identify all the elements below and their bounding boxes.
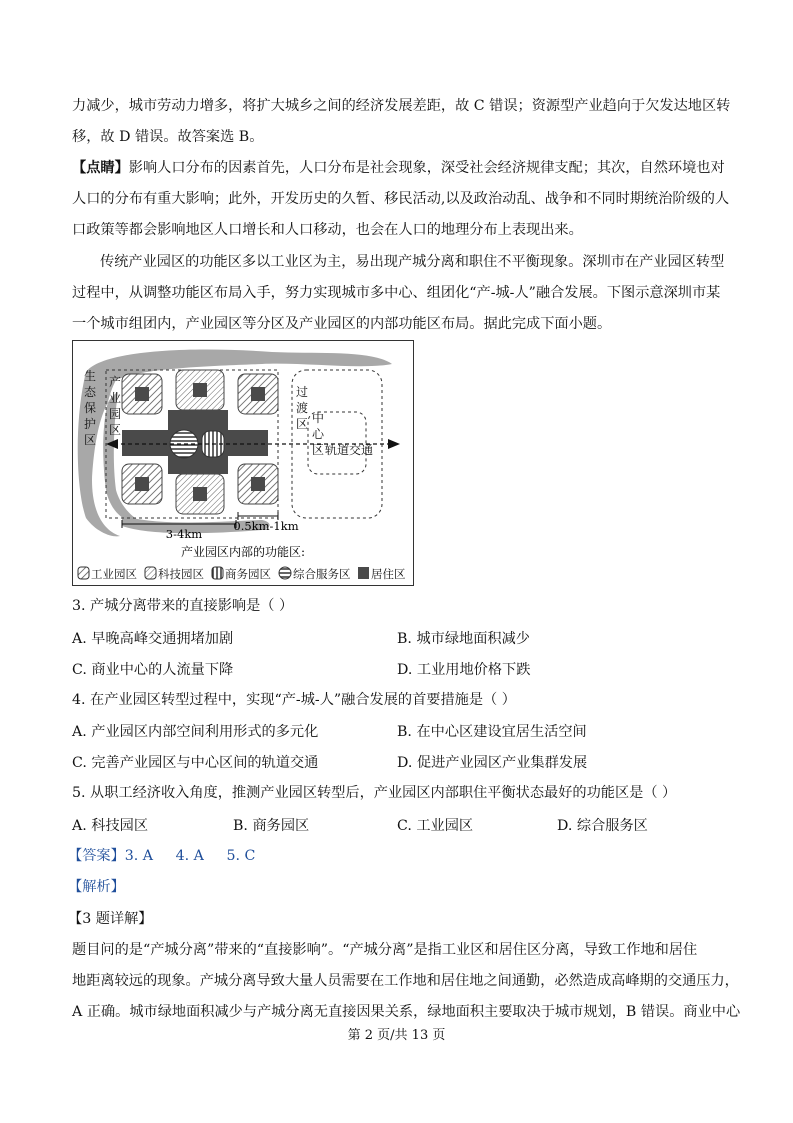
label-industry-2: 业: [109, 391, 122, 405]
analysis-label: 【解析】: [68, 879, 125, 895]
label-eco-5: 区: [84, 433, 97, 447]
label-industry-1: 产: [109, 375, 122, 389]
svg-text:居住区: 居住区: [371, 567, 406, 581]
legend-item-residential: [358, 567, 406, 581]
q5-option-d[interactable]: D. 综合服务区: [557, 818, 648, 834]
q3-option-c[interactable]: C. 商业中心的人流量下降: [72, 662, 234, 678]
question-5-stem: 5. 从职工经济收入角度，推测产业园区转型后，产业园区内部职住平衡状态最好的功能区是（ ）: [72, 785, 677, 801]
label-industry-4: 区: [109, 423, 122, 437]
label-eco-4: 护: [84, 417, 97, 431]
q4-option-d[interactable]: D. 促进产业园区产业集群发展: [397, 755, 588, 771]
legend-item-business: [212, 567, 271, 581]
block-industrial-tl: [122, 374, 162, 414]
paragraph-line: 力减少，城市劳动力增多，将扩大城乡之间的经济发展差距，故 C 错误；资源型产业趋向于欠发达地区转: [72, 98, 731, 114]
q4-option-a[interactable]: A. 产业园区内部空间利用形式的多元化: [72, 724, 319, 740]
legend-title: 产业园区内部的功能区:: [180, 545, 306, 559]
q3-option-d[interactable]: D. 工业用地价格下跌: [397, 662, 531, 678]
label-center-1: 中: [312, 411, 325, 425]
answer-text: 3. A 4. A 5. C: [124, 848, 256, 864]
city-layout-diagram: [72, 340, 414, 586]
label-eco-1: 生: [84, 369, 97, 383]
q5-option-c[interactable]: C. 工业园区: [397, 818, 474, 834]
q5-option-a[interactable]: A. 科技园区: [72, 818, 149, 834]
dianjing-label: 【点睛】: [72, 160, 129, 176]
answer-line: [68, 846, 255, 866]
detail-label: 【3 题详解】: [68, 911, 153, 927]
paragraph-line: 传统产业园区的功能区多以工业区为主，易出现产城分离和职住不平衡现象。深圳市在产业园区转型: [100, 254, 725, 270]
block-industrial-tr: [238, 374, 278, 414]
detail-line: 题目问的是“产城分离”带来的“直接影响”。“产城分离”是指工业区和居住区分离，导致工作地和居住: [72, 942, 698, 958]
label-center-2: 心: [312, 427, 325, 441]
q3-option-a[interactable]: A. 早晚高峰交通拥堵加剧: [72, 631, 234, 647]
svg-text:商务园区: 商务园区: [225, 567, 271, 581]
paragraph-line: 口政策等都会影响地区人口增长和人口移动，也会在人口的地理分布上表现出来。: [72, 222, 583, 238]
block-industrial-bl: [122, 464, 162, 504]
dim-label-left: 3-4km: [165, 527, 203, 541]
legend-item-tech: [145, 567, 204, 581]
page-footer: 第 2 页/共 13 页: [347, 1028, 446, 1043]
block-tech-bottom: [176, 474, 224, 514]
detail-line: A 正确。城市绿地面积减少与产城分离无直接因果关系，绿地面积主要取决于城市规划，B 错误。商业中心: [72, 1004, 741, 1020]
svg-text:科技园区: 科技园区: [158, 567, 204, 581]
label-transition-3: 区: [296, 417, 309, 431]
label-transition-1: 过: [296, 385, 309, 399]
q4-option-b[interactable]: B. 在中心区建设宜居生活空间: [397, 724, 587, 740]
paragraph-line: 一个城市组团内，产业园区等分区及产业园区的内部功能区布局。据此完成下面小题。: [72, 316, 612, 332]
q5-option-b[interactable]: B. 商务园区: [233, 818, 310, 834]
block-tech-top: [176, 370, 224, 410]
answer-label: 【答案】: [68, 848, 125, 864]
paragraph-text: 影响人口分布的因素首先，人口分布是社会现象，深受社会经济规律支配；其次，自然环境也对: [128, 160, 725, 176]
svg-text:工业园区: 工业园区: [91, 567, 137, 581]
label-industry-3: 园: [109, 407, 122, 421]
dianjing-line: [72, 158, 725, 178]
legend-item-industrial: [78, 567, 137, 581]
paragraph-line: 移，故 D 错误。故答案选 B。: [72, 129, 264, 145]
svg-text:综合服务区: 综合服务区: [293, 567, 351, 581]
question-3-stem: 3. 产城分离带来的直接影响是（ ）: [72, 598, 294, 614]
question-4-stem: 4. 在产业园区转型过程中，实现“产-城-人”融合发展的首要措施是（ ）: [72, 692, 516, 708]
label-eco-2: 态: [84, 385, 97, 399]
label-eco-3: 保: [84, 401, 97, 415]
q4-option-c[interactable]: C. 完善产业园区与中心区间的轨道交通: [72, 755, 319, 771]
paragraph-line: 人口的分布有重大影响；此外，开发历史的久暂、移民活动,以及政治动乱、战争和不同时期统治阶级的人: [72, 191, 730, 207]
detail-line: 地距离较远的现象。产城分离导致大量人员需要在工作地和居住地之间通勤，必然造成高峰期的交通压力，: [72, 973, 739, 989]
paragraph-line: 过程中，从调整功能区布局入手，努力实现城市多中心、组团化“产-城-人”融合发展。下图示意深圳市某: [72, 285, 721, 301]
label-transition-2: 渡: [296, 401, 309, 415]
label-center-3: 区: [312, 443, 325, 457]
label-rail: 轨道交通: [325, 443, 374, 457]
dim-label-right: 0.5km-1km: [233, 519, 299, 533]
block-industrial-br: [238, 464, 278, 504]
q3-option-b[interactable]: B. 城市绿地面积减少: [397, 631, 530, 647]
